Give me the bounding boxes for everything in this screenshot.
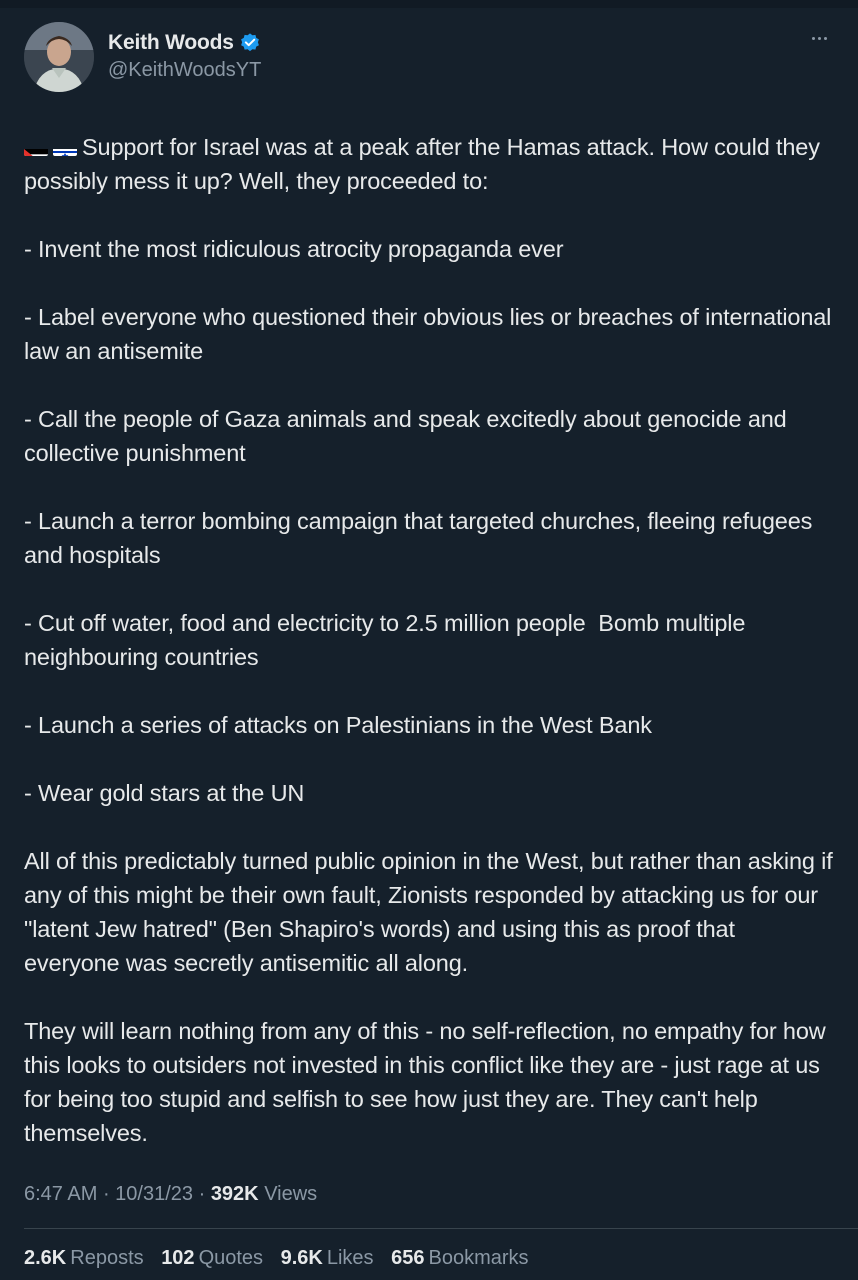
bookmarks-stat[interactable] bbox=[391, 1247, 528, 1269]
likes-label: Likes bbox=[326, 1247, 374, 1269]
tweet-paragraph: All of this predictably turned public opinion in the West, but rather than asking if any of this might be their own fault, Zionists responded by attacking us for our "latent Jew hatred" (Ben Shapiro's words) and using this as proof that everyone was secretly antisemitic all along. bbox=[24, 848, 840, 976]
verified-badge-icon bbox=[239, 32, 261, 54]
tweet-intro-line bbox=[24, 130, 836, 198]
views-label: Views bbox=[264, 1183, 318, 1205]
tweet-header bbox=[24, 22, 834, 94]
intro-text: Support for Israel was at a peak after the Hamas attack. How could they possibly mess it up? Well, they proceeded to: bbox=[24, 134, 827, 194]
quotes-count: 102 bbox=[161, 1247, 195, 1269]
reposts-count: 2.6K bbox=[24, 1247, 67, 1269]
likes-stat[interactable] bbox=[281, 1247, 374, 1269]
tweet-time[interactable]: 6:47 AM bbox=[24, 1183, 98, 1205]
divider bbox=[24, 1228, 858, 1229]
list-item: - Call the people of Gaza animals and speak excitedly about genocide and collective punishment bbox=[24, 406, 793, 466]
list-item: - Cut off water, food and electricity to 2.5 million people Bomb multiple neighbouring countries bbox=[24, 610, 752, 670]
tweet-text bbox=[24, 130, 840, 1150]
quotes-label: Quotes bbox=[198, 1247, 264, 1269]
list-item: - Wear gold stars at the UN bbox=[24, 780, 305, 806]
list-item: - Launch a series of attacks on Palestinians in the West Bank bbox=[24, 712, 652, 738]
engagement-stats bbox=[24, 1244, 541, 1272]
israel-flag-icon bbox=[53, 140, 77, 156]
palestine-flag-icon bbox=[24, 140, 48, 156]
name-row bbox=[108, 30, 261, 56]
likes-count: 9.6K bbox=[280, 1247, 323, 1269]
meta-separator: · bbox=[97, 1183, 116, 1205]
meta-separator: · bbox=[193, 1183, 211, 1205]
more-options-icon[interactable] bbox=[804, 28, 834, 48]
tweet-paragraph: They will learn nothing from any of this - no self-reflection, no empathy for how this looks to outsiders not invested in this conflict like they are - just rage at us for being too stupid and selfish to see how just they are. They can't help themselves. bbox=[24, 1018, 832, 1146]
top-edge bbox=[0, 0, 858, 8]
tweet-date[interactable]: 10/31/23 bbox=[115, 1183, 194, 1205]
list-item: - Label everyone who questioned their obvious lies or breaches of international law an antisemite bbox=[24, 304, 838, 364]
tweet-meta bbox=[24, 1180, 317, 1208]
reposts-stat[interactable] bbox=[24, 1247, 144, 1269]
list-item: - Launch a terror bombing campaign that targeted churches, fleeing refugees and hospitals bbox=[24, 508, 819, 568]
display-name[interactable]: Keith Woods bbox=[108, 31, 234, 54]
bookmarks-count: 656 bbox=[391, 1247, 425, 1269]
list-item: - Invent the most ridiculous atrocity propaganda ever bbox=[24, 236, 564, 262]
user-handle[interactable]: @KeithWoodsYT bbox=[108, 59, 262, 81]
reposts-label: Reposts bbox=[70, 1247, 144, 1269]
views-count: 392K bbox=[210, 1183, 259, 1205]
avatar-image bbox=[24, 22, 94, 92]
avatar[interactable] bbox=[24, 22, 94, 92]
bookmarks-label: Bookmarks bbox=[428, 1247, 529, 1269]
quotes-stat[interactable] bbox=[161, 1247, 263, 1269]
